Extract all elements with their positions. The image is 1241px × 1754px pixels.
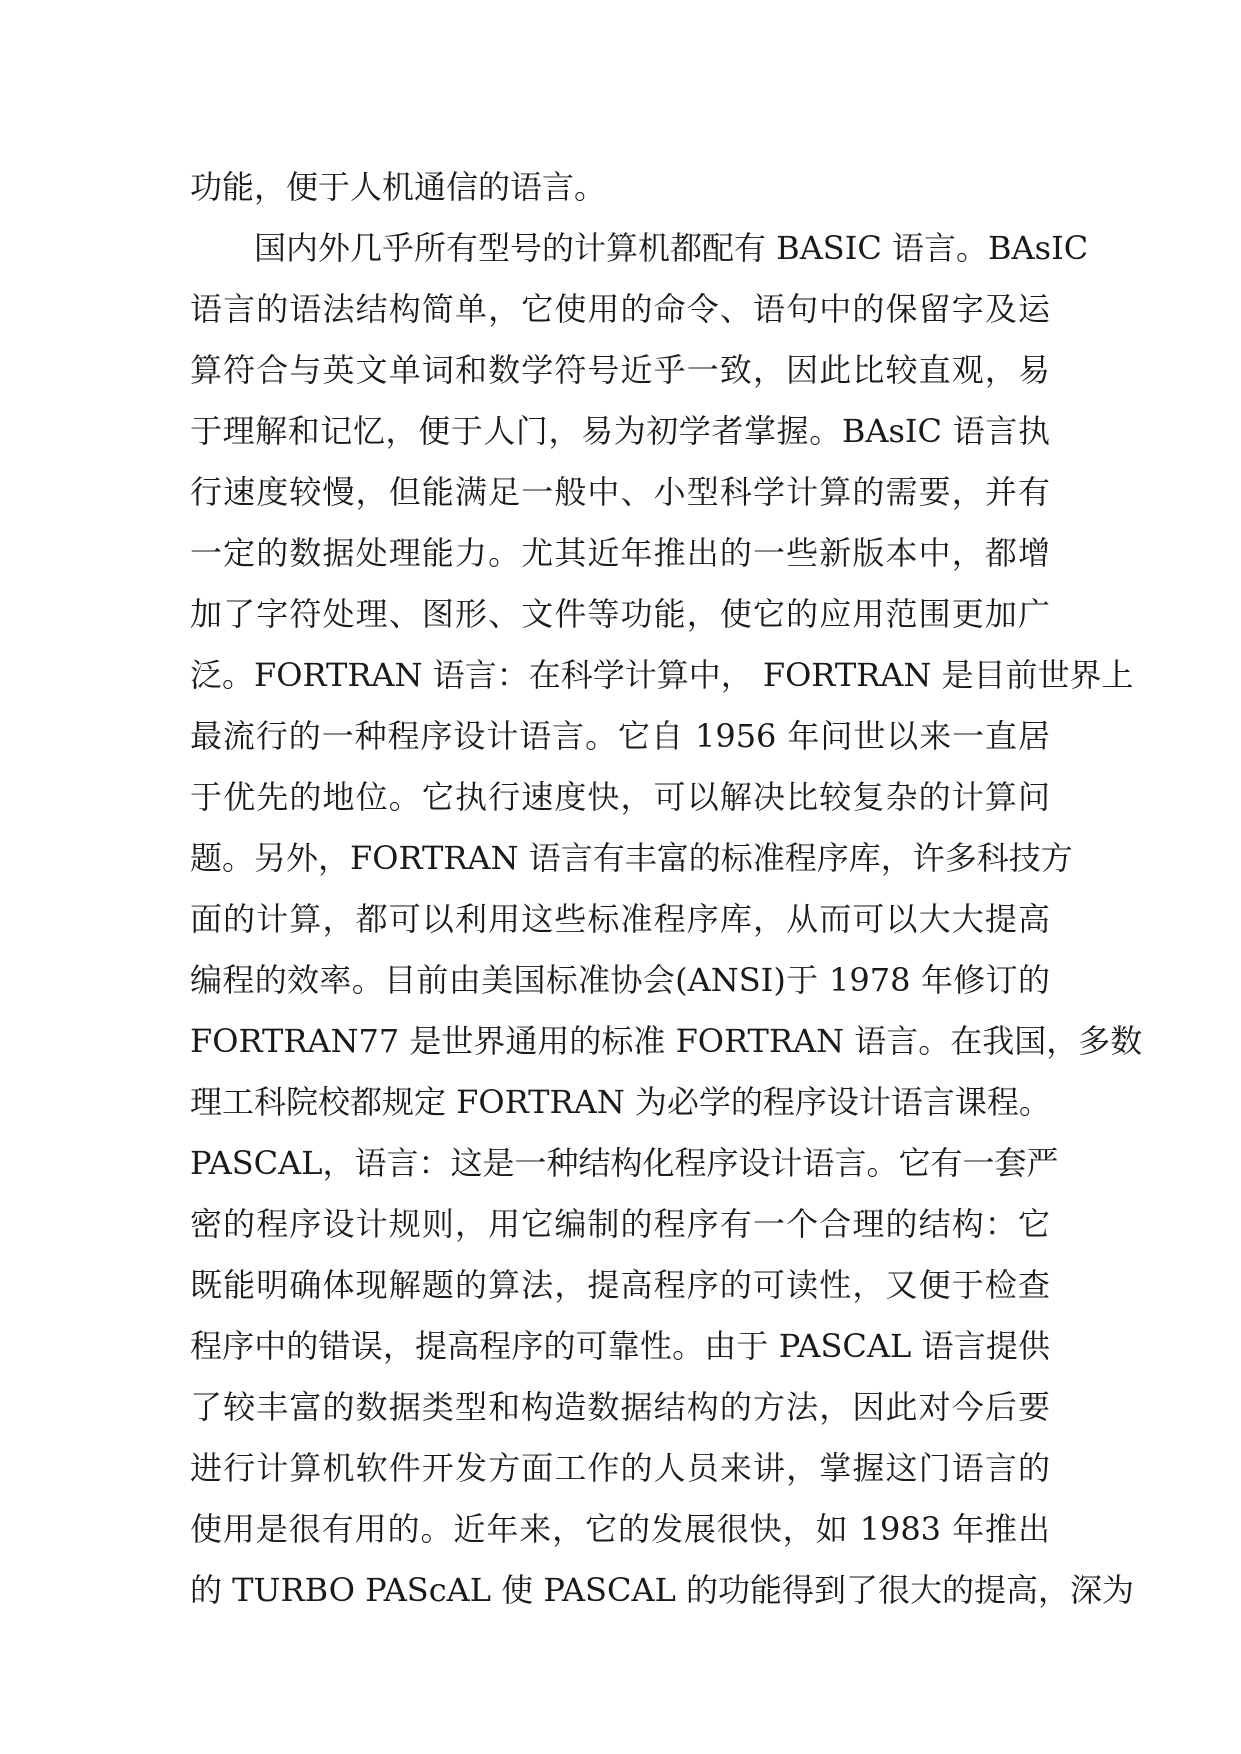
text-line: 进行计算机软件开发方面工作的人员来讲，掌握这门语言的 (190, 1449, 1050, 1487)
text-line: 使用是很有用的。近年来，它的发展很快，如 1983 年推出 (190, 1510, 1050, 1548)
text-line: PASCAL，语言：这是一种结构化程序设计语言。它有一套严 (190, 1144, 1059, 1182)
text-line: 泛。FORTRAN 语言：在科学计算中， FORTRAN 是目前世界上 (190, 656, 1134, 694)
text-line: 国内外几乎所有型号的计算机都配有 BASIC 语言。BAsIC (254, 229, 1089, 267)
text-line: 行速度较慢，但能满足一般中、小型科学计算的需要，并有 (190, 473, 1050, 511)
text-line: 于优先的地位。它执行速度快，可以解决比较复杂的计算问 (190, 778, 1050, 816)
text-line: 题。另外，FORTRAN 语言有丰富的标准程序库，许多科技方 (190, 839, 1073, 877)
text-line: FORTRAN77 是世界通用的标准 FORTRAN 语言。在我国，多数 (190, 1022, 1143, 1060)
text-line: 最流行的一种程序设计语言。它自 1956 年问世以来一直居 (190, 717, 1050, 755)
text-line: 于理解和记忆，便于人门，易为初学者掌握。BAsIC 语言执 (190, 412, 1050, 450)
text-line: 语言的语法结构简单，它使用的命令、语句中的保留字及运 (190, 290, 1050, 328)
text-line: 了较丰富的数据类型和构造数据结构的方法，因此对今后要 (190, 1388, 1050, 1426)
body-text (190, 157, 1143, 1621)
text-line: 的 TURBO PAScAL 使 PASCAL 的功能得到了很大的提高，深为 (190, 1571, 1134, 1609)
text-line: 面的计算，都可以利用这些标准程序库，从而可以大大提高 (190, 900, 1050, 938)
text-line: 密的程序设计规则，用它编制的程序有一个合理的结构：它 (190, 1205, 1050, 1243)
text-line: 程序中的错误，提高程序的可靠性。由于 PASCAL 语言提供 (190, 1327, 1050, 1365)
text-line: 加了字符处理、图形、文件等功能，使它的应用范围更加广 (190, 595, 1050, 633)
text-line: 算符合与英文单词和数学符号近乎一致，因此比较直观，易 (190, 351, 1050, 389)
text-line: 一定的数据处理能力。尤其近年推出的一些新版本中，都增 (190, 534, 1050, 572)
text-line: 理工科院校都规定 FORTRAN 为必学的程序设计语言课程。 (190, 1083, 1051, 1121)
text-line: 既能明确体现解题的算法，提高程序的可读性，又便于检查 (190, 1266, 1050, 1304)
text-line: 功能，便于人机通信的语言。 (190, 168, 607, 206)
text-line: 编程的效率。目前由美国标准协会(ANSI)于 1978 年修订的 (190, 961, 1050, 999)
